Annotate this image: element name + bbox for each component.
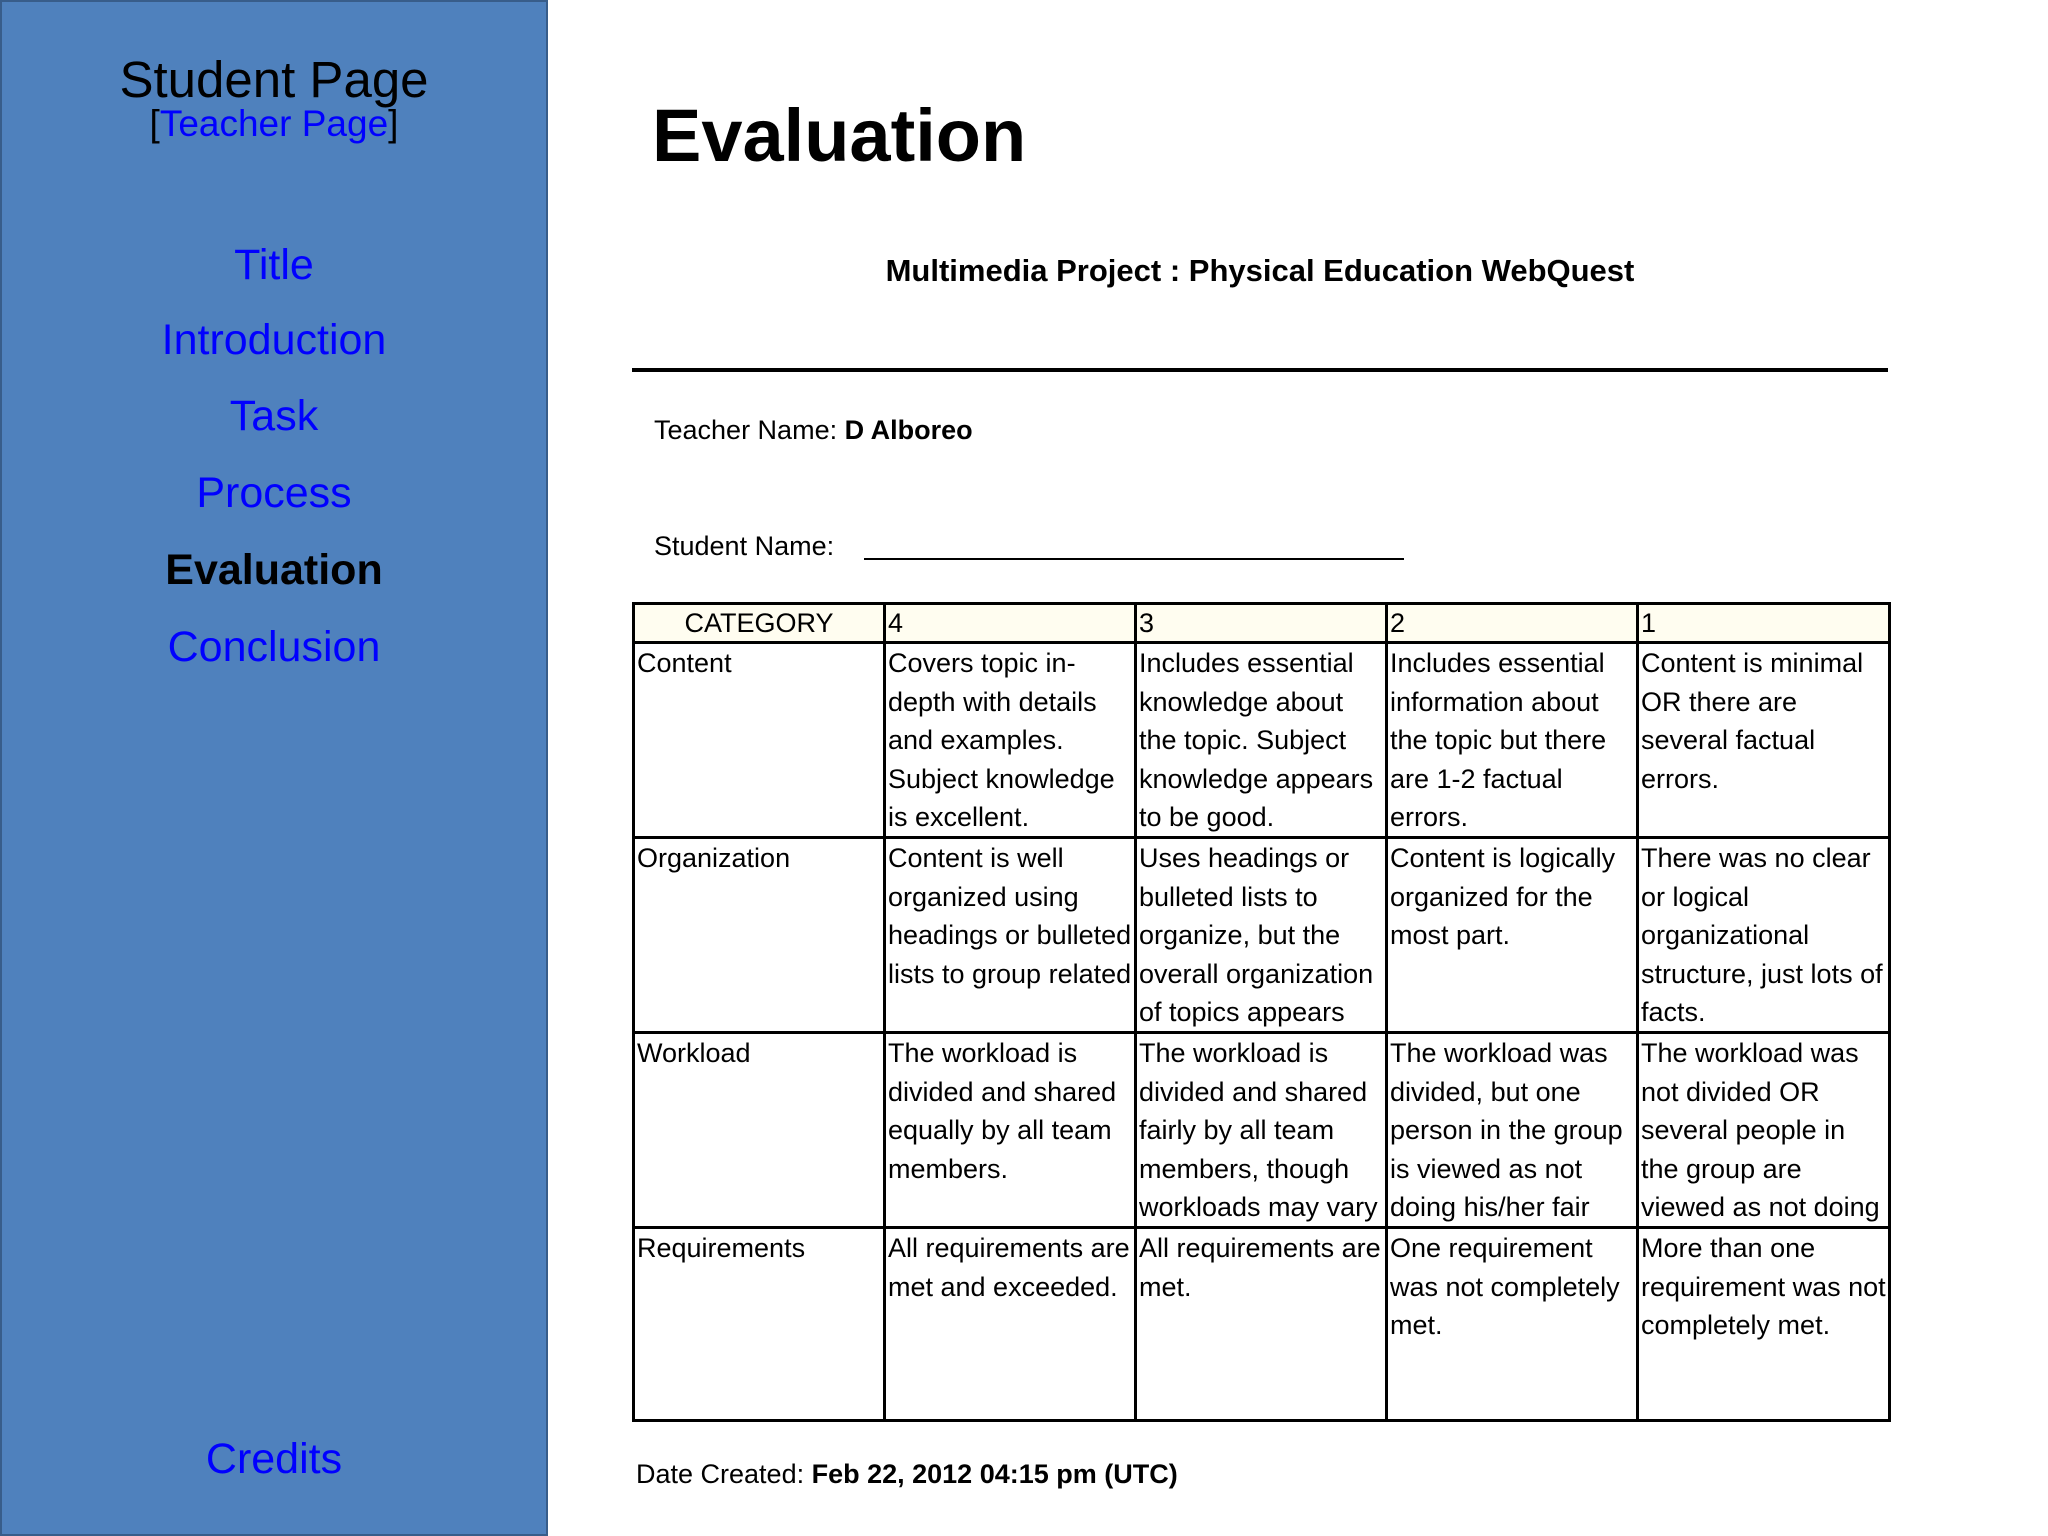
cell-text: Covers topic in-depth with details and examples. Subject knowledge is excellent. <box>888 648 1115 832</box>
row-category <box>634 1033 885 1228</box>
cell-text: The workload was not divided OR several people in the group are viewed as not doing <box>1641 1038 1880 1222</box>
table-cell <box>1387 643 1638 838</box>
header-category: CATEGORY <box>634 604 885 643</box>
cell-text: The workload is divided and shared fairly by all team members, though workloads may vary <box>1139 1038 1378 1222</box>
bracket-close: ] <box>388 103 399 144</box>
sidebar-title: Student Page <box>119 51 429 108</box>
table-cell <box>885 1033 1136 1228</box>
nav-item-credits[interactable]: Credits <box>205 1435 343 1483</box>
date-created-label: Date Created: <box>636 1459 812 1489</box>
table-cell <box>1136 1228 1387 1421</box>
table-cell <box>1387 1228 1638 1421</box>
cell-text: Uses headings or bulleted lists to organize, but the overall organization of topics appears <box>1139 843 1374 1027</box>
cell-text: Workload <box>637 1038 751 1068</box>
sidebar <box>0 0 548 1536</box>
table-row <box>634 1228 1890 1421</box>
table-cell <box>1638 1228 1890 1421</box>
cell-text: Content <box>637 648 732 678</box>
cell-text: All requirements are met and exceeded. <box>888 1233 1130 1302</box>
header-score-2: 2 <box>1387 604 1638 643</box>
date-created-value: Feb 22, 2012 04:15 pm (UTC) <box>811 1459 1178 1489</box>
table-cell <box>1387 838 1638 1033</box>
teacher-name-label: Teacher Name: <box>654 415 845 445</box>
nav-item-conclusion[interactable]: Conclusion <box>167 623 381 671</box>
bracket-open: [ <box>149 103 160 144</box>
table-cell <box>1638 838 1890 1033</box>
header-score-1: 1 <box>1638 604 1890 643</box>
nav-item-introduction[interactable]: Introduction <box>161 316 387 364</box>
cell-text: The workload is divided and shared equally by all team members. <box>888 1038 1117 1184</box>
cell-text: Content is well organized using headings or bulleted lists to group related <box>888 843 1132 989</box>
cell-text: The workload was divided, but one person in the group is viewed as not doing his/her fair <box>1390 1038 1623 1222</box>
cell-text: All requirements are met. <box>1139 1233 1381 1302</box>
table-cell <box>1387 1033 1638 1228</box>
table-cell <box>885 838 1136 1033</box>
date-created-line <box>636 1454 1178 1494</box>
student-name-blank-line <box>864 558 1404 560</box>
horizontal-rule <box>632 368 1888 372</box>
row-category <box>634 643 885 838</box>
nav-item-title[interactable]: Title <box>234 241 314 289</box>
teacher-name-value: D Alboreo <box>844 415 973 445</box>
table-cell <box>885 1228 1136 1421</box>
header-score-4: 4 <box>885 604 1136 643</box>
page-title: Evaluation <box>652 94 1027 177</box>
table-cell <box>1638 1033 1890 1228</box>
nav-item-process[interactable]: Process <box>196 469 352 517</box>
table-cell <box>1136 1033 1387 1228</box>
table-cell <box>1638 643 1890 838</box>
project-title: Multimedia Project : Physical Education WebQuest <box>885 253 1635 288</box>
cell-text: There was no clear or logical organizational structure, just lots of facts. <box>1641 843 1883 1027</box>
table-row <box>634 1033 1890 1228</box>
table-cell <box>1136 838 1387 1033</box>
rubric-header-row <box>634 604 1890 643</box>
cell-text: Requirements <box>637 1233 806 1263</box>
cell-text: Includes essential knowledge about the topic. Subject knowledge appears to be good. <box>1139 648 1374 832</box>
student-name-label: Student Name: <box>654 531 835 561</box>
table-row <box>634 643 1890 838</box>
cell-text: Content is minimal OR there are several factual errors. <box>1641 648 1864 794</box>
rubric-table <box>632 602 1891 1422</box>
cell-text: Organization <box>637 843 791 873</box>
table-row <box>634 838 1890 1033</box>
nav-item-evaluation: Evaluation <box>165 546 383 594</box>
table-cell <box>1136 643 1387 838</box>
cell-text: Content is logically organized for the most part. <box>1390 843 1616 950</box>
teacher-page-link-wrapper <box>2 102 546 146</box>
cell-text: One requirement was not completely met. <box>1390 1233 1620 1340</box>
cell-text: More than one requirement was not completely met. <box>1641 1233 1886 1340</box>
table-cell <box>885 643 1136 838</box>
row-category <box>634 1228 885 1421</box>
header-score-3: 3 <box>1136 604 1387 643</box>
nav-item-task[interactable]: Task <box>229 392 319 440</box>
cell-text: Includes essential information about the topic but there are 1-2 factual errors. <box>1390 648 1607 832</box>
teacher-name-line <box>654 410 973 450</box>
teacher-page-link[interactable]: Teacher Page <box>159 103 389 144</box>
row-category <box>634 838 885 1033</box>
